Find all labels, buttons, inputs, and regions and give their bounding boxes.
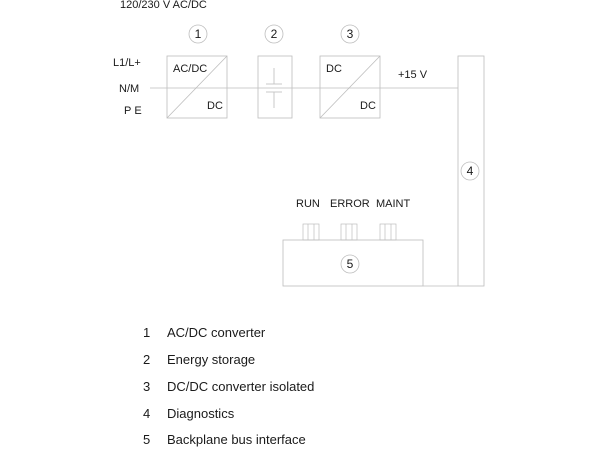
legend-text: AC/DC converter bbox=[167, 325, 266, 340]
legend-text: Diagnostics bbox=[167, 406, 235, 421]
led-error-label: ERROR bbox=[330, 198, 370, 210]
led-run-icon bbox=[303, 224, 319, 240]
legend-num: 1 bbox=[143, 325, 151, 340]
legend-item bbox=[143, 379, 314, 394]
marker-2-label: 2 bbox=[270, 27, 278, 41]
acdc-converter-block bbox=[167, 56, 227, 118]
legend-item bbox=[143, 432, 306, 447]
diagnostics-block bbox=[458, 56, 484, 286]
legend-num: 3 bbox=[143, 379, 151, 394]
dcdc-top-label: DC bbox=[326, 63, 342, 75]
marker-3 bbox=[341, 25, 359, 43]
marker-3-label: 3 bbox=[346, 27, 354, 41]
diagnostics-label: 4 bbox=[466, 164, 474, 178]
supply-label: 120/230 V AC/DC bbox=[120, 0, 207, 11]
acdc-top-label: AC/DC bbox=[173, 63, 208, 75]
marker-1-label: 1 bbox=[194, 27, 202, 41]
legend-num: 2 bbox=[143, 352, 151, 367]
legend-item bbox=[143, 352, 255, 367]
input-l1: L1/L+ bbox=[113, 57, 141, 69]
dcdc-bottom-label: DC bbox=[360, 100, 376, 112]
bus-interface-block bbox=[283, 240, 423, 286]
legend-text: Energy storage bbox=[167, 352, 256, 367]
legend bbox=[143, 325, 314, 447]
bus-interface-label: 5 bbox=[346, 257, 354, 271]
legend-num: 4 bbox=[143, 406, 151, 421]
legend-item bbox=[143, 406, 235, 421]
legend-item bbox=[143, 325, 266, 340]
acdc-bottom-label: DC bbox=[207, 100, 223, 112]
led-maint-icon bbox=[380, 224, 396, 240]
legend-num: 5 bbox=[143, 432, 151, 447]
marker-1 bbox=[189, 25, 207, 43]
output-label: +15 V bbox=[398, 69, 428, 81]
legend-text: DC/DC converter isolated bbox=[167, 379, 315, 394]
input-nm: N/M bbox=[119, 83, 140, 95]
led-maint-label: MAINT bbox=[376, 198, 411, 210]
energy-storage-block bbox=[258, 56, 292, 118]
dcdc-converter-block bbox=[320, 56, 380, 118]
led-run-label: RUN bbox=[296, 198, 320, 210]
input-pe: PE bbox=[124, 105, 145, 117]
legend-text: Backplane bus interface bbox=[167, 432, 306, 447]
marker-2 bbox=[265, 25, 283, 43]
led-error-icon bbox=[341, 224, 357, 240]
